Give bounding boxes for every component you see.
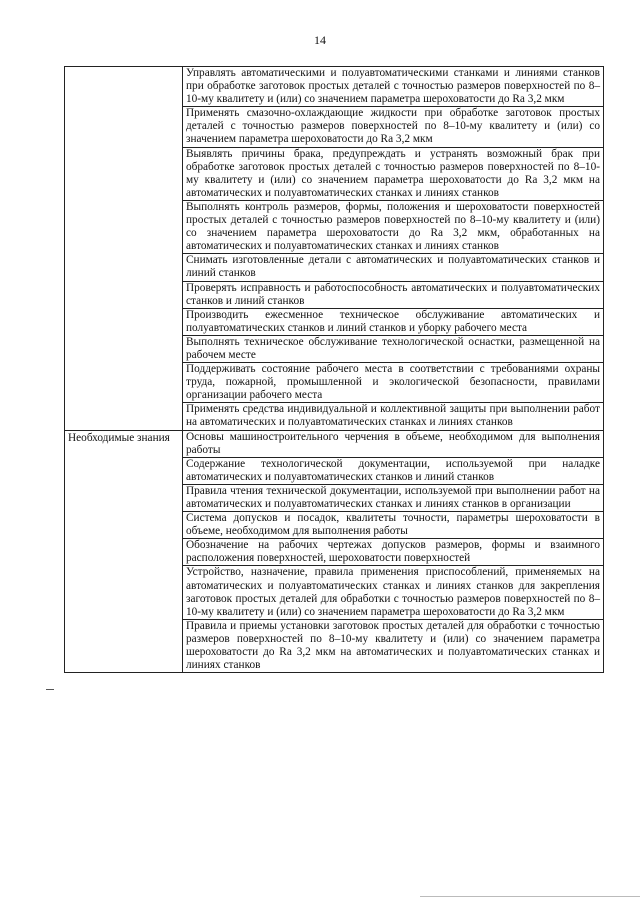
skill-item: Производить ежесменное техническое обслуживание автоматических и полуавтоматических станков и линий станков и уборку рабочего места (183, 308, 604, 335)
knowledge-item: Содержание технологической документации, используемой при наладке автоматических и полуавтоматических станков и линий станков (183, 457, 604, 484)
table-row (65, 430, 604, 457)
table-row (65, 67, 604, 107)
skill-item: Применять смазочно-охлаждающие жидкости при обработке заготовок простых деталей с точностью размеров поверхностей по 8–10-му квалитету и (или) со значением параметра шероховатости до Ra 3,2 мкм (183, 107, 604, 147)
skill-item: Управлять автоматическими и полуавтоматическими станками и линиями станков при обработке заготовок простых деталей с точностью размеров поверхностей по 8–10-му квалитету и (или) со значением параметра шероховатости до Ra 3,2 мкм (183, 67, 604, 107)
knowledge-item: Правила и приемы установки заготовок простых деталей для обработки с точностью размеров поверхностей по 8–10-му квалитету и (или) со значением параметра шероховатости до Ra 3,2 мкм на автоматических и полуавтоматических станках и линиях станков (183, 619, 604, 672)
page-number: 14 (314, 33, 326, 47)
skill-item: Выполнять контроль размеров, формы, положения и шероховатости поверхностей простых деталей с точностью размеров поверхностей по 8–10-му квалитету и (или) со значением параметра шероховатости до Ra 3,2 мкм, обработанных на автоматических и полуавтоматических станках и линиях станков (183, 200, 604, 253)
margin-mark (46, 689, 54, 690)
knowledge-label-cell (65, 430, 183, 673)
scan-edge-line (420, 896, 640, 897)
knowledge-label: Необходимые знания (68, 431, 170, 444)
skill-item: Применять средства индивидуальной и коллективной защиты при выполнении работ на автоматических и полуавтоматических станках и линиях станков (183, 403, 604, 430)
skill-item: Поддерживать состояние рабочего места в соответствии с требованиями охраны труда, пожарной, промышленной и экологической безопасности, правилами организации рабочего места (183, 363, 604, 403)
knowledge-item: Система допусков и посадок, квалитеты точности, параметры шероховатости в объеме, необходимом для выполнения работы (183, 512, 604, 539)
skill-item: Проверять исправность и работоспособность автоматических и полуавтоматических станков и линий станков (183, 281, 604, 308)
skill-item: Выполнять техническое обслуживание технологической оснастки, размещенной на рабочем месте (183, 335, 604, 362)
knowledge-item: Правила чтения технической документации, используемой при выполнении работ на автоматических и полуавтоматических станках и линиях станков в организации (183, 484, 604, 511)
knowledge-item: Обозначение на рабочих чертежах допусков размеров, формы и взаимного расположения поверхностей, шероховатости поверхностей (183, 539, 604, 566)
requirements-table (64, 66, 604, 673)
skill-item: Выявлять причины брака, предупреждать и устранять возможный брак при обработке заготовок простых деталей с точностью размеров поверхностей по 8–10-му квалитету и (или) со значением параметра шероховатости до Ra 3,2 мкм на автоматических и полуавтоматических станках и линиях станков (183, 147, 604, 200)
knowledge-item: Устройство, назначение, правила применения приспособлений, применяемых на автоматических и полуавтоматических станках и линиях станков для закрепления заготовок простых деталей для обработки с точностью размеров поверхностей по 8–10-му квалитету и (или) со значением параметра шероховатости до Ra 3,2 мкм (183, 566, 604, 619)
skills-label-cell (65, 67, 183, 431)
skill-item: Снимать изготовленные детали с автоматических и полуавтоматических станков и линий станков (183, 254, 604, 281)
knowledge-item: Основы машиностроительного черчения в объеме, необходимом для выполнения работы (183, 430, 604, 457)
